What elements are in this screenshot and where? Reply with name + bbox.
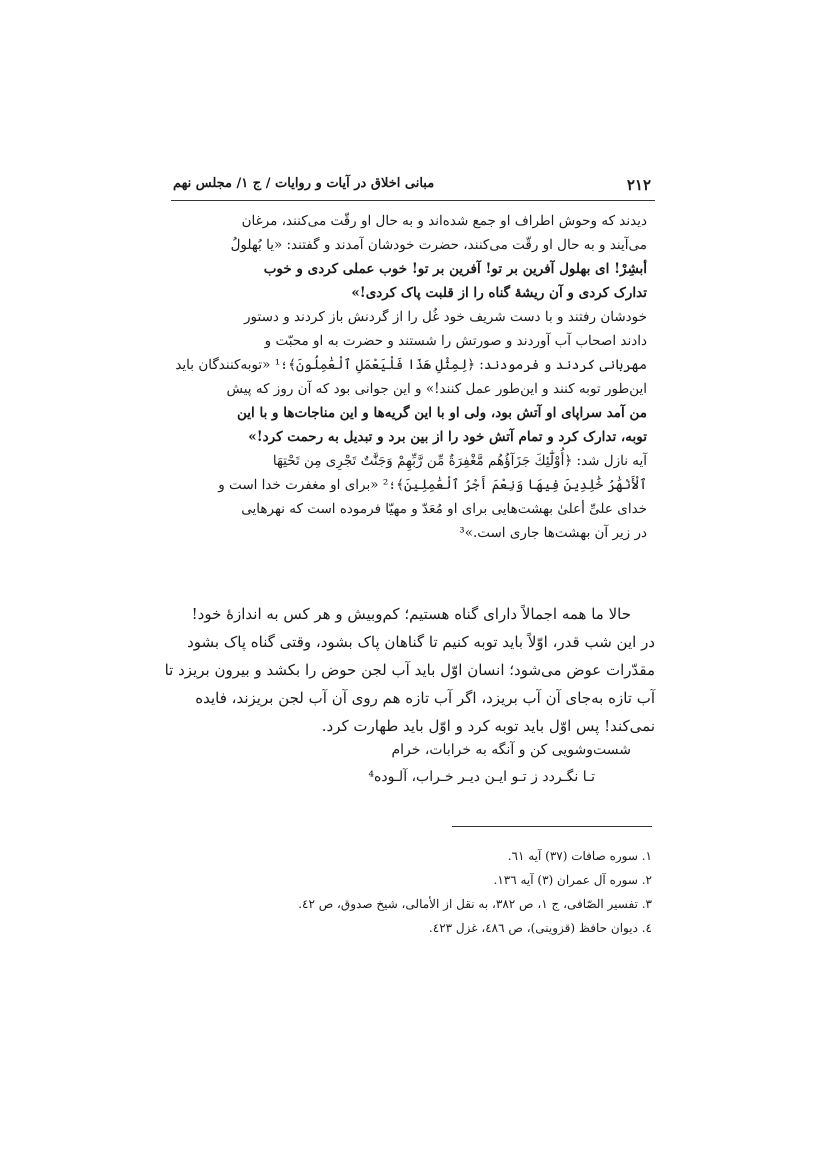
footnote-rule — [452, 826, 652, 827]
page-number: ۲۱۲ — [626, 176, 651, 194]
quran-verse-line: ٱلْأَنْهَٰرُ خَٰلِدِينَ فِيهَا وَنِعْمَ أَجْرُ ٱلْعَٰمِلِينَ﴾؛² «برای او مغفرت خدا است و — [218, 477, 647, 493]
quran-verse-line: آیه نازل شد: ﴿أُوْلَٰٓئِكَ جَزَآؤُهُم مَّغْفِرَةٌ مِّن رَّبِّهِمْ وَجَنَّٰتٌ تَجْرِى مِن تَحْتِهَا — [272, 453, 647, 469]
text-line: در این شب قدر، اوّلاً باید توبه کنیم تا گناهان پاک بشود، وقتی گناه پاک بشود — [187, 633, 655, 651]
poem — [171, 737, 655, 791]
text-line: در زیر آن بهشت‌ها جاری است.»³ — [459, 525, 647, 541]
text-line: دادند اصحاب آب آوردند و صورتش را شستند و حضرت به او محبّت و — [264, 333, 647, 349]
text-line: أبشِرْ! ای بهلول آفرین بر تو! آفرین بر تو! خوب عملی کردی و خوب — [263, 261, 647, 277]
text-line: مهربانی کردند و فرمودند: ﴿لِمِثْلِ هَذَا فَلْيَعْمَلِ ٱلْعَٰمِلُونَ﴾؛¹ «توبه‌کنندگان باید — [175, 357, 647, 373]
text-line: این‌طور توبه کنند و این‌طور عمل کنند!» و این جوانی بود که آن روز که پیش — [226, 381, 647, 397]
running-title: مبانی اخلاق در آیات و روایات / ج ۱/ مجلس نهم — [173, 176, 435, 191]
text-line: دیدند که وحوش اطراف او جمع شده‌اند و به حال او رقّت می‌کنند، مرغان — [241, 213, 647, 229]
text-line: توبه، تدارک کرد و تمام آتش خود را از بین برد و تبدیل به رحمت کرد!» — [248, 429, 647, 445]
page-header — [171, 172, 655, 200]
main-paragraph — [164, 600, 655, 740]
poem-verse: شست‌وشویی کن و آنگه به خرابات، خرام — [391, 742, 631, 758]
text-line: خودشان رفتند و با دست شریف خود غُل را از گردنش باز کردند و دستور — [244, 309, 647, 325]
footnotes — [260, 844, 652, 940]
footnote: ٤. دیوان حافظ (قزوینی)، ص ٤۸٦، غزل ٤۲۳. — [428, 921, 652, 935]
text-line: من آمد سراپای او آتش بود، ولی او با این گریه‌ها و این مناجات‌ها و با این — [236, 405, 647, 421]
text-line: تدارک کردی و آن ریشهٔ گناه را از قلبت پاک کردی!» — [351, 285, 647, 301]
text-line: حالا ما همه اجمالاً دارای گناه هستیم؛ کم‌وبیش و هر کس به اندازهٔ خود! — [191, 605, 631, 623]
text-line: نمی‌کند! پس اوّل باید توبه کرد و اوّل باید طهارت کرد. — [321, 717, 655, 735]
quoted-narrative — [175, 209, 647, 545]
text-line: می‌آیند و به حال او رقّت می‌کنند، حضرت خودشان آمدند و گفتند: «یا بُهلولُ — [230, 237, 647, 253]
text-line: مقدّرات عوض می‌شود؛ انسان اوّل باید آب لجن حوض را بکشد و بیرون بریزد تا — [164, 661, 655, 679]
poem-verse: تـا نگـردد ز تـو ایـن دیـر خـراب، آلـوده⁴ — [368, 769, 595, 785]
text-line: آب تازه به‌جای آن آب بریزد، اگر آب تازه هم روی آن آب لجن بریزند، فایده — [195, 689, 655, 707]
footnote: ۱. سوره صافات (۳۷) آیه ٦۱. — [507, 849, 652, 863]
header-rule — [171, 200, 655, 201]
footnote: ۳. تفسیر الصّافی، ج ۱، ص ۳۸۲، به نقل از الأمالی، شیخ صدوق، ص ٤۲. — [298, 897, 652, 911]
text-line: خدای علیِّ أعلیٰ بهشت‌هایی برای او مُعَدّ و مهیّا فرموده است که نهرهایی — [241, 501, 647, 517]
footnote: ۲. سوره آل عمران (۳) آیه ۱۳٦. — [493, 873, 652, 887]
